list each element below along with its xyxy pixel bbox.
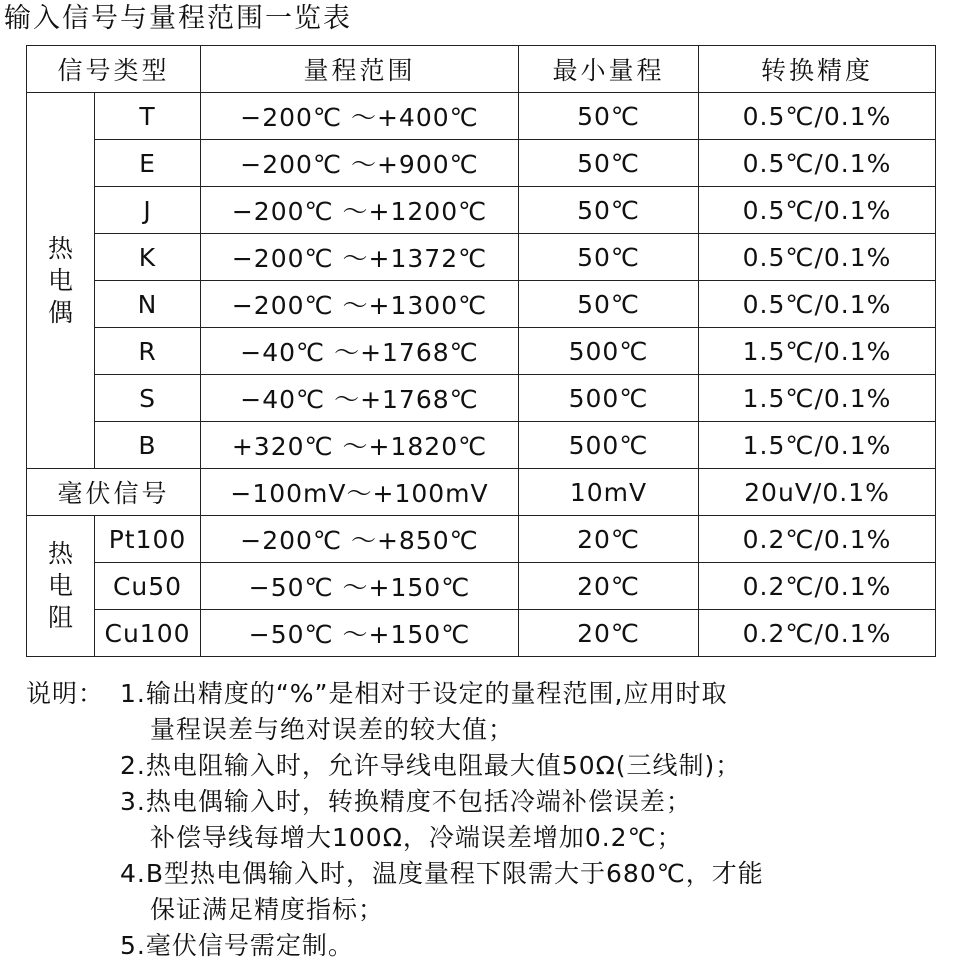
- cell-type: R: [95, 328, 201, 375]
- group-rtd: 热电阻: [27, 516, 95, 657]
- cell-accuracy: 1.5℃/0.1%: [699, 328, 936, 375]
- cell-type: B: [95, 422, 201, 469]
- cell-accuracy: 0.5℃/0.1%: [699, 234, 936, 281]
- cell-min: 20℃: [519, 516, 699, 563]
- cell-min: 20℃: [519, 563, 699, 610]
- cell-min: 20℃: [519, 610, 699, 657]
- cell-accuracy: 20uV/0.1%: [699, 469, 936, 516]
- cell-min: 50℃: [519, 187, 699, 234]
- cell-min: 500℃: [519, 328, 699, 375]
- cell-range: −200℃ ～+1372℃: [201, 234, 519, 281]
- table-row: [27, 375, 936, 422]
- page-title: 输入信号与量程范围一览表: [4, 3, 352, 34]
- cell-accuracy: 0.5℃/0.1%: [699, 93, 936, 140]
- table-row: [27, 187, 936, 234]
- table-row: [27, 469, 936, 516]
- cell-type: Pt100: [95, 516, 201, 563]
- note-5: 5.毫伏信号需定制。: [120, 931, 354, 960]
- note-4-cont: 保证满足精度指标；: [150, 895, 385, 924]
- group-thermocouple: 热电偶: [27, 93, 95, 469]
- cell-accuracy: 1.5℃/0.1%: [699, 375, 936, 422]
- table-row: [27, 281, 936, 328]
- note-4: 4.B型热电偶输入时，温度量程下限需大于680℃，才能: [120, 859, 764, 888]
- cell-accuracy: 0.2℃/0.1%: [699, 610, 936, 657]
- cell-accuracy: 0.5℃/0.1%: [699, 140, 936, 187]
- group-millivolt: 毫伏信号: [27, 469, 201, 516]
- cell-range: −200℃ ～+900℃: [201, 140, 519, 187]
- cell-min: 50℃: [519, 140, 699, 187]
- cell-range: −200℃ ～+850℃: [201, 516, 519, 563]
- cell-range: −50℃ ～+150℃: [201, 610, 519, 657]
- table-header-row: [27, 46, 936, 93]
- cell-min: 50℃: [519, 93, 699, 140]
- cell-range: −40℃ ～+1768℃: [201, 375, 519, 422]
- table-row: [27, 563, 936, 610]
- cell-type: J: [95, 187, 201, 234]
- cell-range: −100mV～+100mV: [201, 469, 519, 516]
- cell-min: 10mV: [519, 469, 699, 516]
- cell-type: S: [95, 375, 201, 422]
- header-accuracy: 转换精度: [699, 46, 936, 93]
- table-row: [27, 422, 936, 469]
- cell-range: +320℃ ～+1820℃: [201, 422, 519, 469]
- cell-type: T: [95, 93, 201, 140]
- note-1-cont: 量程误差与绝对误差的较大值；: [150, 715, 515, 744]
- note-1: 说明： 1.输出精度的“%”是相对于设定的量程范围,应用时取: [26, 676, 956, 712]
- header-signal-type: 信号类型: [27, 46, 201, 93]
- table-row: [27, 328, 936, 375]
- cell-range: −40℃ ～+1768℃: [201, 328, 519, 375]
- table-row: [27, 516, 936, 563]
- note-3: 3.热电偶输入时，转换精度不包括冷端补偿误差；: [120, 787, 692, 816]
- note-3-cont: 补偿导线每增大100Ω，冷端误差增加0.2℃；: [150, 823, 683, 852]
- table-row: [27, 93, 936, 140]
- header-min-range: 最小量程: [519, 46, 699, 93]
- table-row: [27, 610, 936, 657]
- cell-min: 50℃: [519, 281, 699, 328]
- table-row: [27, 140, 936, 187]
- cell-min: 500℃: [519, 422, 699, 469]
- notes-label: 说明：: [26, 679, 105, 708]
- cell-range: −200℃ ～+1200℃: [201, 187, 519, 234]
- header-range: 量程范围: [201, 46, 519, 93]
- cell-range: −200℃ ～+400℃: [201, 93, 519, 140]
- cell-accuracy: 0.2℃/0.1%: [699, 563, 936, 610]
- cell-type: Cu50: [95, 563, 201, 610]
- notes-section: [26, 676, 956, 964]
- note-2: 2.热电阻输入时，允许导线电阻最大值50Ω(三线制)；: [120, 751, 742, 780]
- cell-range: −50℃ ～+150℃: [201, 563, 519, 610]
- cell-min: 50℃: [519, 234, 699, 281]
- cell-range: −200℃ ～+1300℃: [201, 281, 519, 328]
- cell-type: K: [95, 234, 201, 281]
- cell-accuracy: 0.5℃/0.1%: [699, 281, 936, 328]
- cell-accuracy: 1.5℃/0.1%: [699, 422, 936, 469]
- cell-type: Cu100: [95, 610, 201, 657]
- cell-accuracy: 0.2℃/0.1%: [699, 516, 936, 563]
- cell-type: N: [95, 281, 201, 328]
- cell-accuracy: 0.5℃/0.1%: [699, 187, 936, 234]
- cell-min: 500℃: [519, 375, 699, 422]
- cell-type: E: [95, 140, 201, 187]
- table-row: [27, 234, 936, 281]
- signal-range-table: [26, 45, 936, 657]
